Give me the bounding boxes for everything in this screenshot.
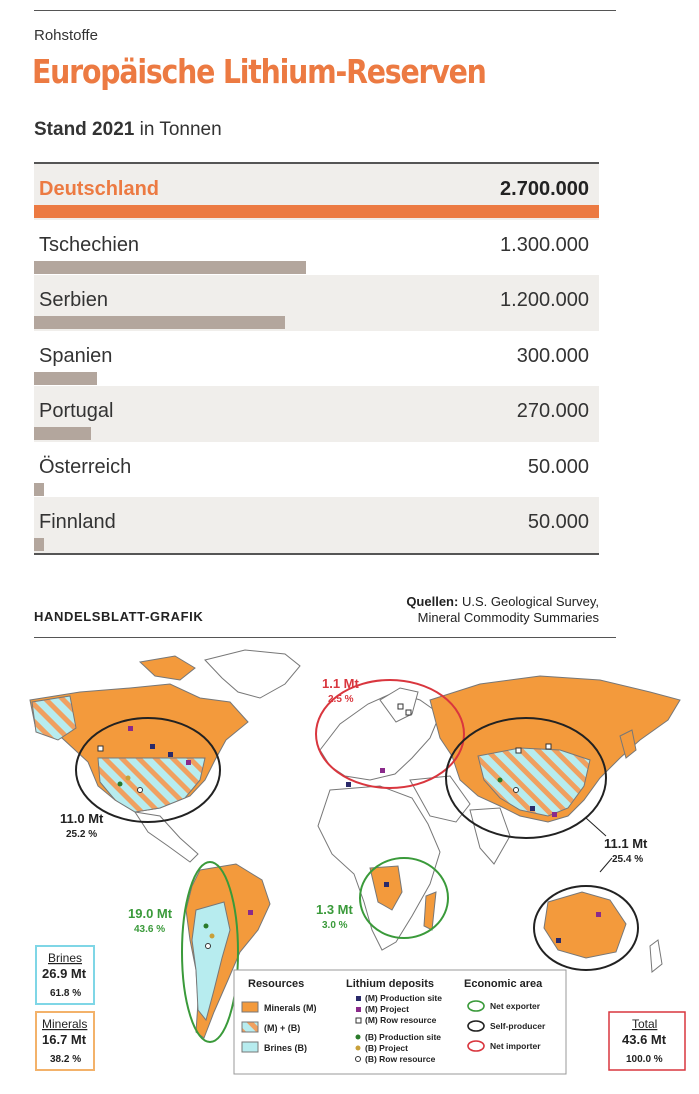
legend-b-proj-label: (B) Project <box>365 1043 408 1053</box>
bar-row <box>34 275 599 331</box>
marker-b-row <box>138 788 143 793</box>
legend-b-prod-label: (B) Production site <box>365 1032 442 1042</box>
sa-share-label: 43.6 % <box>134 924 166 935</box>
legend-m-prod-label: (M) Production site <box>365 993 442 1003</box>
bar <box>34 483 44 496</box>
bar-row <box>34 497 599 553</box>
marker-m-project <box>380 768 385 773</box>
marker-m-production <box>384 882 389 887</box>
marker-b-production <box>118 782 123 787</box>
marker-m-project <box>248 910 253 915</box>
na-value-label: 11.0 Mt <box>60 811 104 826</box>
legend-m-proj-label: (M) Project <box>365 1004 409 1014</box>
legend-brines-label: Brines (B) <box>264 1043 308 1053</box>
marker-m-row <box>546 744 551 749</box>
brines-box-share: 61.8 % <box>50 988 82 999</box>
kicker: Rohstoffe <box>34 27 98 44</box>
legend-b-row-label: (B) Row resource <box>365 1054 436 1064</box>
total-box-share: 100.0 % <box>626 1054 663 1065</box>
marker-b-production <box>498 778 503 783</box>
bar-row <box>34 442 599 498</box>
total-box-value: 43.6 Mt <box>622 1032 667 1047</box>
legend-mixed-label: (M) + (B) <box>264 1023 301 1033</box>
minerals-total-box <box>36 1012 94 1070</box>
marker-m-project <box>128 726 133 731</box>
marker-m-project <box>552 812 557 817</box>
sources-line2: Mineral Commodity Summaries <box>417 610 599 625</box>
bar-category-label: Serbien <box>39 289 108 311</box>
bar-value-label: 300.000 <box>516 344 589 367</box>
table-bottom-rule <box>34 553 599 555</box>
top-rule <box>34 10 616 11</box>
bar-value-label: 2.700.000 <box>500 178 589 200</box>
asia-value-label: 11.1 Mt <box>604 836 648 851</box>
bar-value-label: 1.200.000 <box>500 289 589 311</box>
bar-value-label: 270.000 <box>516 400 589 422</box>
greenland-shape <box>205 650 300 698</box>
world-lithium-map <box>0 640 699 1094</box>
lithium-bar-table <box>34 162 599 555</box>
bar-value-label: 1.300.000 <box>500 233 589 256</box>
marker-m-production <box>530 806 535 811</box>
credit: HANDELSBLATT-GRAFIK <box>34 609 204 624</box>
brines-box-title: Brines <box>48 951 83 965</box>
madagascar-shape <box>424 892 436 930</box>
asia-callout-line <box>586 818 606 836</box>
marker-m-production <box>346 782 351 787</box>
bar-category-label: Tschechien <box>39 233 140 256</box>
na-share-label: 25.2 % <box>66 829 98 840</box>
table-rows <box>34 164 599 553</box>
legend-deposits-title: Lithium deposits <box>346 978 434 990</box>
legend-m-row-label: (M) Row resource <box>365 1015 437 1025</box>
marker-m-row <box>98 746 103 751</box>
bar-row <box>34 331 599 387</box>
brines-box-value: 26.9 Mt <box>42 966 87 981</box>
bar-row <box>34 164 599 220</box>
bar-category-label: Finnland <box>39 511 116 533</box>
bar <box>34 261 306 274</box>
arctic-islands-shape <box>140 656 195 680</box>
australia-callout-line <box>600 858 612 872</box>
legend-producer-label: Self-producer <box>490 1021 546 1031</box>
marker-m-row <box>516 748 521 753</box>
marker-b-project <box>210 934 215 939</box>
australia-shape <box>544 892 626 958</box>
legend-b-prod-marker <box>356 1035 361 1040</box>
europe-shape <box>320 692 440 780</box>
sa-value-label: 19.0 Mt <box>128 906 173 921</box>
map-legend <box>234 970 566 1074</box>
legend-importer-label: Net importer <box>490 1041 541 1051</box>
eu-value-label: 1.1 Mt <box>322 676 359 691</box>
subtitle-rest: in Tonnen <box>139 119 222 140</box>
marker-m-row <box>406 710 411 715</box>
subtitle <box>34 119 222 141</box>
sources-label: Quellen: <box>406 594 459 609</box>
grand-total-box <box>609 1012 685 1070</box>
marker-b-project <box>126 776 131 781</box>
marker-m-project <box>596 912 601 917</box>
marker-m-project <box>186 760 191 765</box>
total-box-title: Total <box>632 1017 658 1031</box>
brines-total-box <box>36 946 94 1004</box>
bar-value-label: 50.000 <box>527 455 589 478</box>
eu-share-label: 2.5 % <box>328 694 354 705</box>
page-title: Europäische Lithium-Reserven <box>32 52 486 91</box>
bar-category-label: Österreich <box>39 455 132 478</box>
bar-category-label: Spanien <box>39 344 113 367</box>
bar-category-label: Portugal <box>39 400 114 422</box>
bar <box>34 316 285 329</box>
minerals-box-share: 38.2 % <box>50 1054 82 1065</box>
marker-b-row <box>206 944 211 949</box>
legend-mixed-swatch <box>242 1022 258 1032</box>
minerals-box-value: 16.7 Mt <box>42 1032 87 1047</box>
legend-resources-title: Resources <box>248 978 305 990</box>
bar-category-label: Deutschland <box>39 178 160 200</box>
asia-share-label: 25.4 % <box>612 854 644 865</box>
bar <box>34 372 97 385</box>
marker-m-production <box>168 752 173 757</box>
bar-row <box>34 386 599 442</box>
af-value-label: 1.3 Mt <box>316 902 353 917</box>
sources <box>406 594 599 626</box>
legend-exporter-label: Net exporter <box>490 1001 541 1011</box>
af-share-label: 3.0 % <box>322 920 348 931</box>
marker-b-row <box>514 788 519 793</box>
legend-economic-title: Economic area <box>464 978 543 990</box>
mid-rule <box>34 637 616 638</box>
marker-m-production <box>150 744 155 749</box>
legend-m-proj-marker <box>356 1007 361 1012</box>
legend-b-row-marker <box>356 1057 361 1062</box>
bar <box>34 427 91 440</box>
usa-brines-shape <box>98 758 205 812</box>
legend-brines-swatch <box>242 1042 258 1052</box>
legend-m-prod-marker <box>356 996 361 1001</box>
marker-m-production <box>556 938 561 943</box>
marker-m-row <box>398 704 403 709</box>
legend-m-row-marker <box>356 1018 361 1023</box>
sources-line1: U.S. Geological Survey, <box>461 594 599 609</box>
bar-value-label: 50.000 <box>527 511 589 533</box>
bar <box>34 205 599 218</box>
new-zealand-shape <box>650 940 662 972</box>
legend-minerals-label: Minerals (M) <box>264 1003 317 1013</box>
minerals-box-title: Minerals <box>42 1017 88 1031</box>
bar-row <box>34 220 599 276</box>
legend-b-proj-marker <box>356 1046 361 1051</box>
subtitle-bold: Stand 2021 <box>34 119 135 140</box>
bar <box>34 538 44 551</box>
marker-b-production <box>204 924 209 929</box>
legend-minerals-swatch <box>242 1002 258 1012</box>
